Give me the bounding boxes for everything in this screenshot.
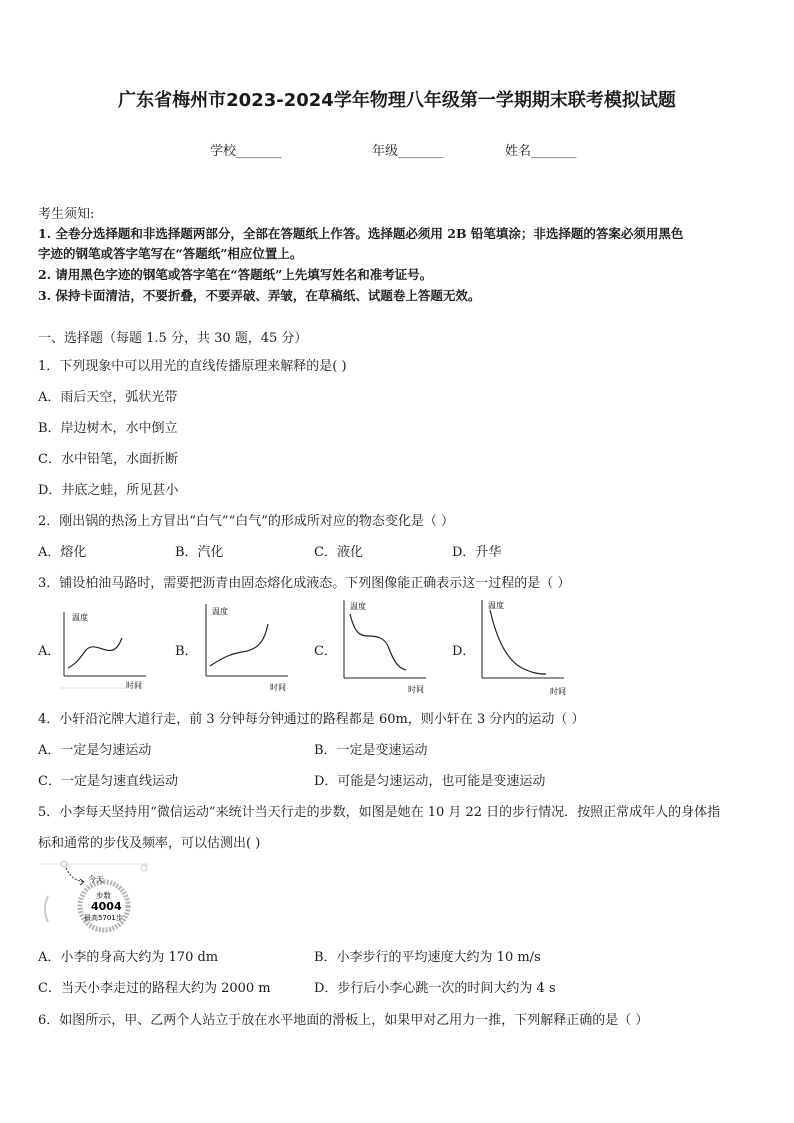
today-label: 今天 xyxy=(88,875,104,884)
steps-label: 步数 xyxy=(96,891,111,900)
x-axis-label: 时间 xyxy=(550,687,566,696)
option-a[interactable]: A．雨后天空，弧状光带 xyxy=(38,390,178,405)
option-d[interactable]: D．步行后小李心跳一次的时间大约为 4 s xyxy=(314,981,556,996)
question-stem: 4．小轩沿沱牌大道行走，前 3 分钟每分钟通过的路程都是 60m，则小轩在 3 分内的运动（ ） xyxy=(38,712,585,727)
notice-heading: 考生须知: xyxy=(38,207,95,222)
question-stem: 3．铺设柏油马路时，需要把沥青由固态熔化成液态。下列图像能正确表示这一过程的是（ ） xyxy=(38,576,571,591)
steps-count: 4004 xyxy=(91,900,122,913)
option-a[interactable]: A． xyxy=(38,644,61,659)
y-axis-label: 温度 xyxy=(488,601,504,610)
question-stem: 6．如图所示，甲、乙两个人站立于放在水平地面的滑板上，如果甲对乙用力一推，下列解释正确的是（ ） xyxy=(38,1013,649,1028)
x-axis-label: 时间 xyxy=(408,685,424,694)
option-b[interactable]: B． xyxy=(175,644,198,659)
graph-d xyxy=(476,596,568,698)
question-stem: 1．下列现象中可以用光的直线传播原理来解释的是( ) xyxy=(38,359,347,374)
option-c[interactable]: C． xyxy=(314,644,337,659)
x-axis-label: 时间 xyxy=(270,683,286,692)
section-heading: 一、选择题（每题 1.5 分，共 30 题，45 分） xyxy=(38,331,308,346)
question-stem-cont: 标和通常的步伐及频率，可以估测出( ) xyxy=(38,836,261,851)
option-a[interactable]: A．小李的身高大约为 170 dm xyxy=(38,950,219,965)
option-b[interactable]: B．岸边树木，水中倒立 xyxy=(38,421,178,436)
option-c[interactable]: C．液化 xyxy=(314,545,363,560)
option-c[interactable]: C．一定是匀速直线运动 xyxy=(38,774,178,789)
graph-c xyxy=(338,596,430,696)
page-title: 广东省梅州市2023-2024学年物理八年级第一学期期末联考模拟试题 xyxy=(118,90,676,111)
grade-field[interactable]: 年级_______ xyxy=(372,144,444,159)
school-field[interactable]: 学校_______ xyxy=(210,144,282,159)
question-stem: 2．刚出锅的热汤上方冒出“白气”“白气”的形成所对应的物态变化是（ ） xyxy=(38,514,454,529)
question-stem: 5．小李每天坚持用“微信运动”来统计当天行走的步数，如图是她在 10 月 22 日的步行情况．按照正常成年人的身体指 xyxy=(38,805,721,820)
option-d[interactable]: D．升华 xyxy=(452,545,502,560)
graph-a xyxy=(58,606,150,692)
y-axis-label: 温度 xyxy=(350,602,366,611)
option-b[interactable]: B．一定是变速运动 xyxy=(314,743,428,758)
option-d[interactable]: D．可能是匀速运动，也可能是变速运动 xyxy=(314,774,546,789)
best-steps: 最高5701步 xyxy=(84,914,123,922)
x-axis-label: 时间 xyxy=(126,681,142,690)
name-field[interactable]: 姓名_______ xyxy=(505,144,577,159)
notice-line: 1. 全卷分选择题和非选择题两部分，全部在答题纸上作答。选择题必须用 2B 铅笔填涂；非选择题的答案必须用黑色 xyxy=(38,226,684,241)
graph-b xyxy=(200,600,292,696)
option-a[interactable]: A．一定是匀速运动 xyxy=(38,743,152,758)
notice-line: 字迹的钢笔或答字笔写在“答题纸”相应位置上。 xyxy=(38,246,303,261)
notice-line: 2. 请用黑色字迹的钢笔或答字笔在“答题纸”上先填写姓名和准考证号。 xyxy=(38,267,433,282)
option-b[interactable]: B．汽化 xyxy=(175,545,224,560)
y-axis-label: 温度 xyxy=(212,607,228,616)
option-d[interactable]: D．井底之蛙，所见甚小 xyxy=(38,483,179,498)
notice-line: 3. 保持卡面清洁，不要折叠，不要弄破、弄皱，在草稿纸、试题卷上答题无效。 xyxy=(38,288,481,303)
option-a[interactable]: A．熔化 xyxy=(38,545,87,560)
step-counter-image xyxy=(40,856,150,936)
option-c[interactable]: C．当天小李走过的路程大约为 2000 m xyxy=(38,981,271,996)
y-axis-label: 温度 xyxy=(72,613,88,622)
option-c[interactable]: C．水中铅笔，水面折断 xyxy=(38,452,178,467)
option-b[interactable]: B．小李步行的平均速度大约为 10 m/s xyxy=(314,950,541,965)
option-d[interactable]: D． xyxy=(452,644,476,659)
